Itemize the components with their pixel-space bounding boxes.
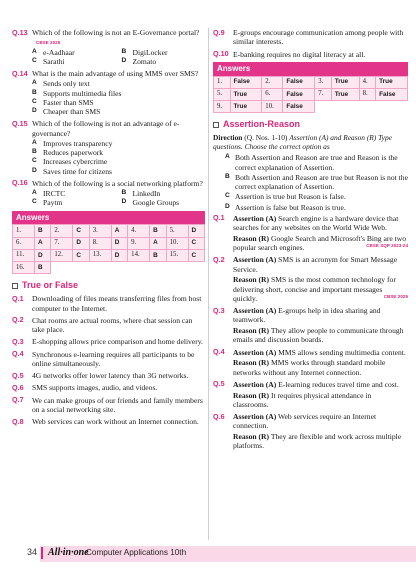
- answer-empty: [376, 101, 408, 113]
- option-text: Assertion is true but Reason is false.: [235, 192, 346, 202]
- answer-empty: [315, 101, 332, 113]
- answer-value: A: [111, 225, 127, 237]
- question-text: SMS supports images, audio, and videos.: [32, 383, 158, 393]
- question-body: [32, 316, 205, 335]
- options-list: [32, 139, 205, 176]
- option-text: Reduces paperwork: [43, 148, 104, 157]
- question-number: Q.10: [213, 49, 229, 58]
- answer-value: C: [188, 237, 205, 249]
- question-item: [12, 383, 205, 392]
- question-item: [213, 28, 408, 47]
- option-item: [32, 157, 205, 166]
- section-title: True or False: [22, 280, 79, 291]
- ar-question-item: [213, 412, 408, 451]
- question-number: Q.2: [12, 315, 24, 325]
- option-letter: C: [32, 157, 37, 165]
- question-text: Chat rooms are actual rooms, where chat session can take place.: [32, 315, 193, 335]
- question-number: Q.6: [12, 382, 24, 392]
- answer-value: D: [34, 249, 50, 261]
- option-letter: D: [32, 107, 37, 114]
- answer-value: D: [111, 249, 127, 261]
- question-number: Q.7: [12, 395, 24, 405]
- reason-label: Reason (R): [233, 326, 270, 336]
- answer-number: 12.: [51, 249, 73, 261]
- option-letter: D: [32, 166, 37, 174]
- option-item: [32, 57, 116, 66]
- answer-number: 6.: [13, 237, 35, 249]
- assertion-label: Assertion (A): [233, 412, 277, 422]
- answer-number: 6.: [262, 88, 283, 100]
- answer-value: B: [150, 249, 166, 261]
- options-list: [32, 79, 205, 116]
- question-body: [233, 380, 408, 409]
- answer-number: 5.: [166, 225, 188, 237]
- question-number: Q.13: [12, 27, 28, 37]
- answer-number: 13.: [89, 249, 111, 261]
- question-number: Q.3: [213, 305, 225, 315]
- question-body: [32, 119, 205, 176]
- page-number: 34: [27, 547, 38, 557]
- question-number: Q.1: [12, 293, 24, 303]
- answer-value: D: [111, 237, 127, 249]
- answer-value: C: [188, 249, 205, 261]
- direction-instruction: Assertion (A) and Reason (R) Type questions. Choose the correct option as: [213, 133, 392, 152]
- option-item: [122, 198, 206, 207]
- options-list: [32, 48, 205, 67]
- question-number: Q.4: [12, 349, 24, 359]
- option-item: [32, 148, 205, 157]
- answer-number: 7.: [315, 88, 332, 100]
- answer-value: False: [283, 88, 315, 100]
- option-text: Zomato: [132, 56, 157, 66]
- question-number: Q.1: [213, 213, 225, 223]
- option-letter: B: [121, 189, 127, 196]
- option-item: [32, 79, 205, 88]
- answer-number: 11.: [13, 249, 35, 261]
- reason-text: SMS is the most common technology for delivering short, concise and important messages quickly.: [233, 275, 396, 303]
- assertion-line: [233, 306, 408, 325]
- question-text: Downloading of files means transferring files from host computer to the Internet.: [32, 294, 202, 313]
- option-item: [32, 167, 205, 176]
- answer-number: 8.: [89, 237, 111, 249]
- reason-label: Reason (R): [233, 432, 270, 442]
- assertion-label: Assertion (A): [233, 306, 277, 316]
- book-title: Computer Applications 10th: [86, 548, 187, 557]
- answer-value: C: [73, 249, 89, 261]
- answer-value: A: [150, 237, 166, 249]
- answer-value: D: [188, 225, 205, 237]
- answer-empty: [150, 262, 166, 274]
- option-text: IRCTC: [43, 189, 66, 198]
- reason-label: Reason (R): [233, 275, 270, 285]
- question-number: Q.8: [12, 416, 24, 426]
- option-letter: B: [121, 47, 127, 55]
- answer-value: A: [34, 237, 50, 249]
- question-body: [32, 294, 205, 313]
- option-text: Improves transparency: [43, 138, 113, 148]
- answer-empty: [89, 262, 111, 274]
- question-number: Q.2: [213, 254, 225, 264]
- question-number: Q.16: [12, 178, 28, 188]
- option-text: Sarathi: [43, 56, 65, 66]
- question-body: [32, 337, 205, 346]
- answers-header: Answers: [213, 62, 408, 76]
- answers-row: [214, 88, 408, 100]
- answer-number: 7.: [51, 237, 73, 249]
- option-letter: A: [32, 138, 37, 146]
- question-item: [12, 396, 205, 415]
- answer-number: 3.: [89, 225, 111, 237]
- question-text: Which of the following is not an advantage of e-governance?: [32, 119, 180, 138]
- option-text: Saves time for citizens: [43, 166, 112, 176]
- answer-empty: [73, 262, 89, 274]
- answer-number: 15.: [166, 249, 188, 261]
- ar-option-item: [225, 192, 408, 201]
- question-text: Which of the following is a social networking platform?: [32, 178, 203, 188]
- footer-separator: [41, 547, 43, 559]
- option-text: Both Assertion and Reason are true and Reason is the correct explanation of Assertion.: [235, 153, 398, 172]
- question-number: Q.14: [12, 68, 28, 78]
- answer-number: 5.: [214, 88, 231, 100]
- question-text: Which of the following is not an E-Governance portal?: [32, 28, 200, 37]
- direction-label: Direction: [213, 133, 243, 143]
- option-letter: D: [121, 56, 127, 64]
- assertion-text: E-groups help in idea sharing and teamwork.: [233, 306, 381, 325]
- answer-value: B: [150, 225, 166, 237]
- option-text: Assertion is false but Reason is true.: [235, 202, 346, 212]
- answer-value: False: [230, 76, 262, 88]
- answer-value: False: [376, 88, 408, 100]
- question-body: [233, 255, 408, 303]
- ar-question-item: [213, 214, 408, 253]
- option-letter: A: [32, 79, 37, 87]
- answer-number: 8.: [359, 88, 376, 100]
- answer-value: True: [331, 76, 359, 88]
- question-number: Q.3: [12, 336, 24, 346]
- answer-number: 16.: [13, 262, 35, 274]
- question-number: Q.4: [213, 347, 225, 357]
- assertion-label: Assertion (A): [233, 213, 277, 223]
- answer-value: False: [283, 76, 315, 88]
- left-column: [12, 28, 205, 429]
- question-body: [233, 50, 408, 59]
- question-number: Q.5: [12, 370, 24, 380]
- reason-text: They are flexible and work across multiple platforms.: [233, 432, 402, 451]
- ar-question-item: [213, 255, 408, 303]
- direction-range: (Q. Nos. 1-10): [242, 133, 290, 143]
- reason-line: [233, 234, 408, 253]
- exam-tag: CBSE SQP 2023-24: [366, 243, 408, 249]
- answer-value: B: [34, 262, 50, 274]
- question-number: Q.9: [213, 27, 225, 37]
- exam-tag: CBSE 2025: [383, 293, 408, 299]
- option-text: Sends only text: [43, 79, 90, 89]
- option-item: [32, 48, 116, 57]
- answers-header: Answers: [12, 211, 205, 225]
- answer-number: 2.: [262, 76, 283, 88]
- assertion-label: Assertion (A): [233, 379, 277, 389]
- answer-value: True: [230, 88, 262, 100]
- question-item: [12, 371, 205, 380]
- answer-value: D: [73, 237, 89, 249]
- option-letter: A: [32, 47, 37, 55]
- question-item: [12, 119, 205, 176]
- answer-value: C: [73, 225, 89, 237]
- reason-text: It requires physical attendance in classrooms.: [233, 390, 372, 409]
- answer-empty: [128, 262, 150, 274]
- column-divider: [208, 28, 209, 540]
- section-title: Assertion-Reason: [223, 119, 301, 130]
- option-letter: B: [225, 172, 230, 180]
- ar-question-item: [213, 348, 408, 377]
- question-item: [12, 294, 205, 313]
- question-body: [32, 69, 205, 116]
- option-letter: C: [32, 97, 37, 105]
- option-item: [122, 189, 206, 198]
- question-body: [32, 350, 205, 369]
- option-item: [32, 189, 116, 198]
- option-item: [122, 48, 206, 57]
- question-body: [233, 28, 408, 47]
- assertion-text: SMS is an acronym for Smart Message Service.: [233, 255, 398, 274]
- question-item: [12, 417, 205, 426]
- question-text: E-groups encourage communication among people with similar interests.: [233, 28, 404, 47]
- ar-option-item: [225, 173, 408, 192]
- question-item: [12, 69, 205, 116]
- answer-value: False: [283, 101, 315, 113]
- answer-number: 14.: [128, 249, 150, 261]
- assertion-text: MMS allows sending multimedia content.: [278, 347, 406, 357]
- assertion-label: Assertion (A): [233, 347, 277, 357]
- assertion-text: Web services require an Internet connection.: [233, 412, 377, 431]
- direction-text: [213, 133, 408, 151]
- option-item: [32, 139, 205, 148]
- exam-tag: CBSE 2025: [36, 40, 61, 46]
- question-body: [233, 214, 408, 253]
- answer-value: True: [230, 101, 262, 113]
- answer-empty: [111, 262, 127, 274]
- answer-empty: [188, 262, 205, 274]
- question-text: E-shopping allows price comparison and home delivery.: [32, 337, 203, 347]
- answer-number: 2.: [51, 225, 73, 237]
- question-text: E-banking requires no digital literacy at all.: [233, 49, 366, 59]
- reason-text: MMS works through standard mobile networks without any Internet connection.: [233, 358, 386, 377]
- question-body: [233, 348, 408, 377]
- answer-number: 4.: [359, 76, 376, 88]
- question-text: Web services can work without an Internet connection.: [32, 417, 199, 427]
- option-letter: C: [32, 198, 37, 206]
- right-column: [213, 28, 408, 454]
- question-body: [32, 417, 205, 426]
- answers-row: [13, 225, 205, 237]
- ar-option-item: [225, 203, 408, 212]
- option-item: [32, 107, 205, 116]
- question-item: [12, 337, 205, 346]
- reason-line: [233, 358, 408, 377]
- answer-empty: [51, 262, 73, 274]
- section-header: [12, 280, 205, 291]
- option-text: Supports multimedia files: [43, 88, 122, 98]
- option-item: [32, 198, 116, 207]
- reason-line: [233, 275, 408, 303]
- answers-row: [13, 262, 205, 274]
- answer-number: 9.: [128, 237, 150, 249]
- question-number: Q.5: [213, 379, 225, 389]
- question-number: Q.15: [12, 118, 28, 128]
- option-item: [122, 57, 206, 66]
- answer-number: 1.: [214, 76, 231, 88]
- question-text: We can make groups of our friends and family members on a social networking site.: [32, 395, 203, 414]
- answer-number: 10.: [166, 237, 188, 249]
- option-text: DigiLocker: [132, 47, 168, 57]
- assertion-line: [233, 412, 408, 431]
- question-item: [12, 316, 205, 335]
- reason-line: [233, 326, 408, 345]
- answer-number: 4.: [128, 225, 150, 237]
- option-letter: A: [32, 189, 37, 196]
- section-checkbox-icon: [12, 283, 18, 289]
- assertion-text: E-learning reduces travel time and cost.: [278, 379, 399, 389]
- option-text: e-Aadhaar: [43, 47, 75, 57]
- question-item: [213, 50, 408, 59]
- assertion-line: [233, 380, 408, 389]
- ar-question-item: [213, 306, 408, 345]
- assertion-text: Search engine is a hardware device that searches for any websites on the World Wide Web.: [233, 213, 399, 233]
- answer-number: 1.: [13, 225, 35, 237]
- reason-text: They allow people to communicate through emails and discussion boards.: [233, 326, 404, 345]
- section-header: [213, 119, 408, 130]
- question-body: [233, 306, 408, 345]
- question-body: [32, 28, 205, 66]
- option-text: LinkedIn: [132, 189, 161, 198]
- answers-row: [214, 76, 408, 88]
- question-item: [12, 179, 205, 208]
- reason-label: Reason (R): [233, 390, 270, 400]
- option-text: Google Groups: [132, 198, 180, 208]
- ar-option-item: [225, 153, 408, 172]
- option-text: Both Assertion and Reason are true but Reason is not the correct explanation of Assertion.: [235, 172, 408, 192]
- option-letter: D: [121, 198, 127, 206]
- answer-value: True: [376, 76, 408, 88]
- answers-row: [13, 237, 205, 249]
- reason-line: [233, 391, 408, 410]
- answer-number: 10.: [262, 101, 283, 113]
- answer-number: 9.: [214, 101, 231, 113]
- section-checkbox-icon: [213, 122, 219, 128]
- answer-empty: [331, 101, 359, 113]
- answer-value: True: [331, 88, 359, 100]
- option-letter: A: [225, 153, 230, 161]
- reason-text: Google Search and Microsoft's Bing are two popular search engines.: [233, 233, 407, 253]
- option-text: Cheaper than SMS: [43, 107, 101, 116]
- answer-empty: [359, 101, 376, 113]
- brand-logo: All·in·one: [48, 547, 89, 558]
- answers-row: [13, 249, 205, 261]
- reason-line: [233, 432, 408, 451]
- ar-question-item: [213, 380, 408, 409]
- option-letter: C: [32, 56, 37, 64]
- question-text: 4G networks offer lower latency than 3G networks.: [32, 371, 189, 381]
- question-body: [32, 396, 205, 415]
- options-list: [32, 189, 205, 208]
- answers-table: [12, 224, 205, 274]
- question-text: What is the main advantage of using MMS over SMS?: [32, 69, 199, 78]
- answer-empty: [166, 262, 188, 274]
- option-item: [32, 89, 205, 98]
- assertion-line: [233, 255, 408, 274]
- answers-row: [214, 101, 408, 113]
- question-number: Q.6: [213, 411, 225, 421]
- question-body: [32, 383, 205, 392]
- question-item: [12, 350, 205, 369]
- reason-label: Reason (R): [233, 358, 270, 368]
- option-letter: B: [32, 88, 37, 96]
- option-text: Increases cybercrime: [43, 157, 108, 167]
- answer-value: B: [34, 225, 50, 237]
- question-item: [12, 28, 205, 66]
- question-text: Synchronous e-learning requires all participants to be online simultaneously.: [32, 349, 195, 368]
- option-item: [32, 98, 205, 107]
- answer-number: 3.: [315, 76, 332, 88]
- reason-label: Reason (R): [233, 233, 270, 243]
- option-text: Paytm: [43, 198, 63, 208]
- assertion-label: Assertion (A): [233, 255, 277, 265]
- assertion-line: [233, 214, 408, 233]
- option-text: Faster than SMS: [43, 97, 94, 107]
- assertion-line: [233, 348, 408, 357]
- option-letter: D: [225, 202, 230, 210]
- question-body: [32, 179, 205, 208]
- question-body: [233, 412, 408, 451]
- answers-table: [213, 76, 408, 114]
- option-letter: B: [32, 148, 37, 155]
- option-letter: C: [225, 192, 230, 200]
- question-body: [32, 371, 205, 380]
